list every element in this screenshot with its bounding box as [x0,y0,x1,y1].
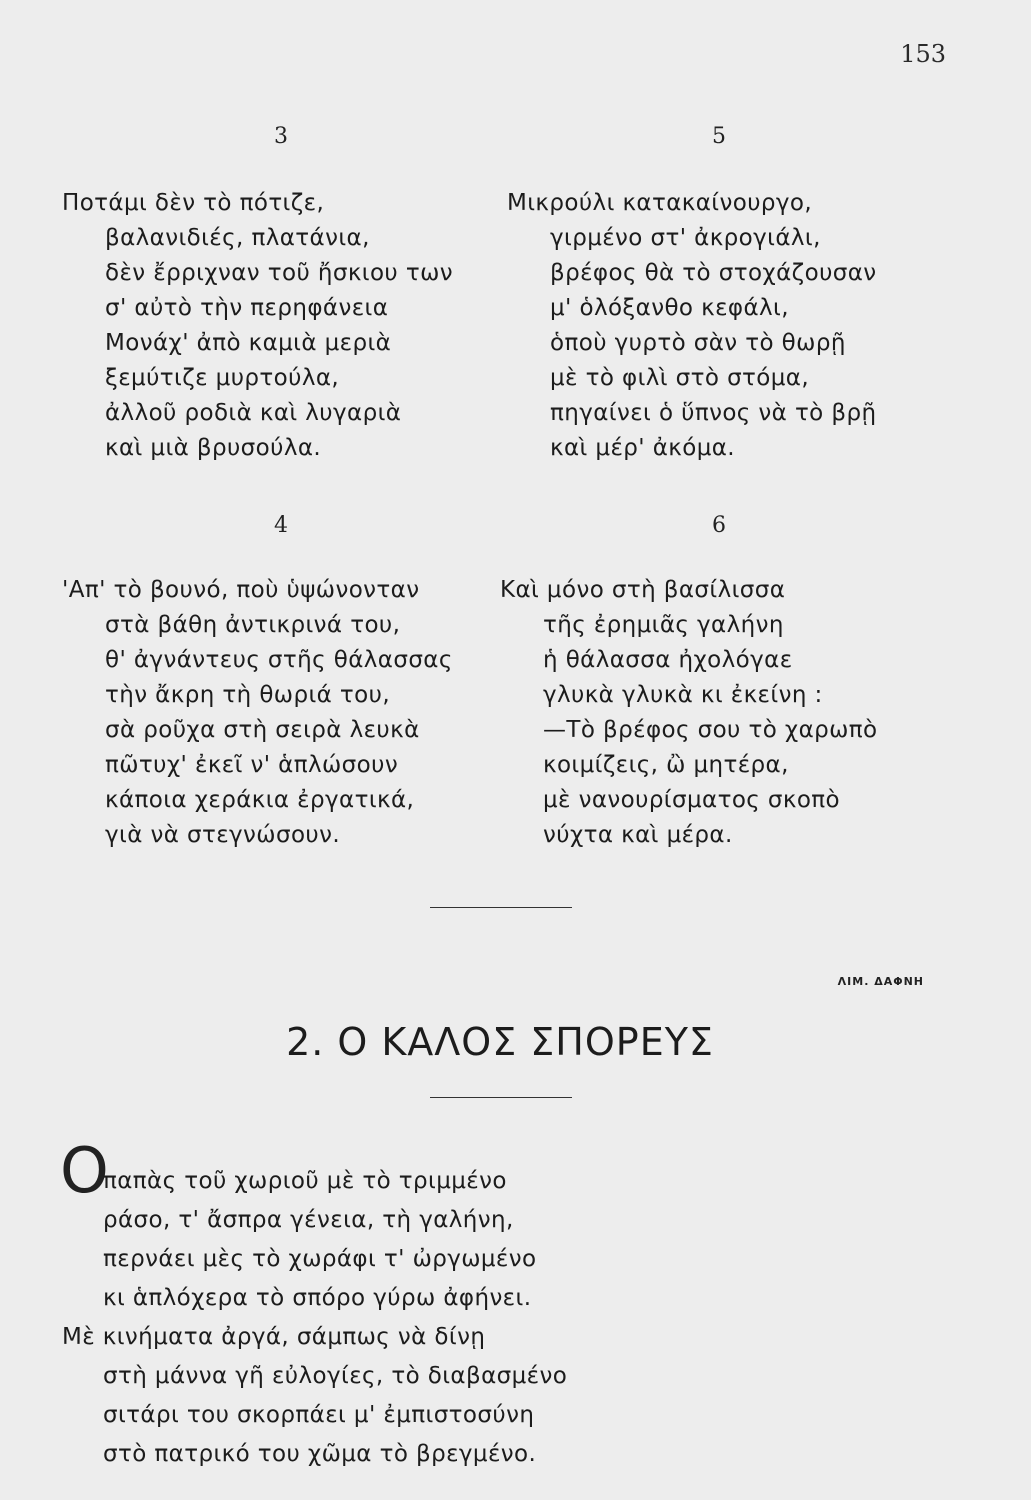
stanza-number-5: 5 [712,124,726,149]
stanza-5 [507,186,877,466]
poem-line: σιτάρι του σκορπάει μ' ἐμπιστοσύνη [103,1402,535,1428]
stanza-line: τῆς ἐρημιᾶς γαλήνη [543,612,784,638]
stanza-line: μὲ νανουρίσματος σκοπὸ [543,787,841,813]
stanza-line: βρέφος θὰ τὸ στοχάζουσαν [550,260,877,286]
stanza-line: σ' αὐτὸ τὴν περηφάνεια [105,295,389,321]
stanza-line: Καὶ μόνο στὴ βασίλισσα [500,577,786,603]
stanza-line: κάποια χεράκια ἐργατικά, [105,787,415,813]
poem-title: 2. Ο ΚΑΛΟΣ ΣΠΟΡΕΥΣ [286,1020,714,1064]
poem-line: κι ἁπλόχερα τὸ σπόρο γύρω ἀφήνει. [103,1285,532,1311]
drop-cap: Ο [60,1134,109,1207]
title-divider [430,1097,572,1098]
stanza-line: ξεμύτιζε μυρτούλα, [105,365,340,391]
stanza-line: νύχτα καὶ μέρα. [543,822,733,848]
stanza-6 [500,573,878,853]
stanza-line: τὴν ἄκρη τὴ θωριά του, [105,682,391,708]
stanza-line: καὶ μιὰ βρυσούλα. [105,435,322,461]
stanza-line: δὲν ἔρριχναν τοῦ ἤσκιου των [105,260,454,286]
stanza-line: ἡ θάλασσα ἠχολόγαε [543,647,793,673]
stanza-line: κοιμίζεις, ὢ μητέρα, [543,752,789,778]
poem-line: στὴ μάννα γῆ εὐλογίες, τὸ διαβασμένο [103,1363,568,1389]
stanza-line: σὰ ροῦχα στὴ σειρὰ λευκὰ [105,717,420,743]
stanza-number-3: 3 [274,124,288,149]
stanza-line: Ποτάμι δὲν τὸ πότιζε, [62,190,325,216]
stanza-4 [62,573,453,853]
stanza-3 [62,186,453,466]
stanza-line: πηγαίνει ὁ ὕπνος νὰ τὸ βρῇ [550,400,877,426]
stanza-line: Μονάχ' ἀπὸ καμιὰ μεριὰ [105,330,392,356]
stanza-line: 'Απ' τὸ βουνό, ποὺ ὑψώνονταν [62,577,420,603]
section-divider [430,907,572,908]
stanza-line: πῶτυχ' ἐκεῖ ν' ἁπλώσουν [105,752,399,778]
poem-line: παπὰς τοῦ χωριοῦ μὲ τὸ τριμμένο [103,1168,507,1194]
author-signature: ΛΙΜ. ΔΑΦΝΗ [837,975,924,988]
stanza-line: βαλανιδιές, πλατάνια, [105,225,370,251]
stanza-line: στὰ βάθη ἀντικρινά του, [105,612,401,638]
stanza-line: καὶ μέρ' ἀκόμα. [550,435,736,461]
stanza-line: ἀλλοῦ ροδιὰ καὶ λυγαριὰ [105,400,402,426]
stanza-line: Μικρούλι κατακαίνουργο, [507,190,813,216]
stanza-line: μ' ὁλόξανθο κεφάλι, [550,295,789,321]
stanza-number-6: 6 [712,513,726,538]
poem-line: στὸ πατρικό του χῶμα τὸ βρεγμένο. [103,1441,537,1467]
stanza-line: ὁποὺ γυρτὸ σὰν τὸ θωρῇ [550,330,846,356]
stanza-line: θ' ἀγνάντευς στῆς θάλασσας [105,647,453,673]
stanza-number-4: 4 [274,513,288,538]
poem-body [62,1162,567,1474]
stanza-line: γλυκὰ γλυκὰ κι ἐκείνη : [543,682,823,708]
poem-line: Μὲ κινήματα ἀργά, σάμπως νὰ δίνῃ [62,1324,486,1350]
stanza-line: μὲ τὸ φιλὶ στὸ στόμα, [550,365,810,391]
page-number: 153 [900,40,946,68]
poem-line: ράσο, τ' ἄσπρα γένεια, τὴ γαλήνη, [103,1207,514,1233]
stanza-line: γιρμένο στ' ἀκρογιάλι, [550,225,821,251]
poem-line: περνάει μὲς τὸ χωράφι τ' ὠργωμένο [103,1246,537,1272]
stanza-line: —Τὸ βρέφος σου τὸ χαρωπὸ [543,717,878,743]
stanza-line: γιὰ νὰ στεγνώσουν. [105,822,341,848]
